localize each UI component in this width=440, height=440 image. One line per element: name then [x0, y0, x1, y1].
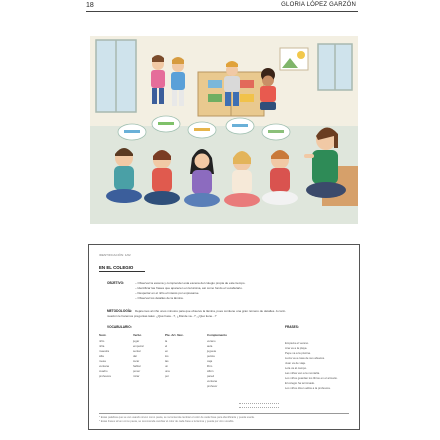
vocab-header: Verbo [133, 333, 142, 337]
identification-label: IDENTIFICACIÓN: 1/02 [99, 253, 131, 257]
vocab-verb: hablar [133, 364, 141, 368]
objective-line: – Observar los detalles de la lámina. [135, 296, 184, 300]
vocab-noun: niño [99, 339, 105, 343]
header-rule [86, 11, 358, 12]
vocab-article: los [165, 354, 169, 358]
vocab-complement: juguete [207, 349, 217, 353]
vocab-noun: ventana [99, 364, 109, 368]
vocab-complement: verano [207, 339, 216, 343]
methodology-line: nuación le haremos preguntas tales: ¿Qué hace...?, ¿Dónde va...?, ¿Qué tiene...? [107, 314, 217, 318]
vocab-complement: pared [207, 374, 215, 378]
phrase-line: Los niños guardan los libros en el armario. [285, 376, 338, 380]
vocab-complement: ventana [207, 379, 217, 383]
exercise-title: EN EL COLEGIO [99, 265, 134, 270]
vocab-verb: tocar [133, 359, 140, 363]
vocab-noun: niña [99, 344, 105, 348]
vocab-header: Pte. Art. Nex. [165, 333, 184, 337]
vocab-verb: dar [133, 354, 138, 358]
objective-line: – Despertar en el niño el interés por expresarse. [135, 291, 200, 295]
phrase-line: Ana va a la playa. [285, 346, 308, 350]
phrase-line: Lucía va a casa de sus abuelos. [285, 356, 325, 360]
phrase-line: Empieza el verano. [285, 341, 309, 345]
vocab-article: en [165, 349, 169, 353]
vocabulary-label: VOCABULARIO: [107, 325, 132, 329]
exercise-sheet [88, 244, 360, 430]
phrase-line: El colegio ha terminado. [285, 381, 316, 385]
vocab-verb: sentar [133, 349, 141, 353]
objective-label: OBJETIVO: [107, 281, 125, 285]
footnote: * Estas frases sirven como pauta, se recomienda cambiar el color de cada frase a la lámina y pueda por otro vocablo. [99, 420, 235, 423]
vocab-noun: maestra [99, 349, 110, 353]
vocab-verb: empezar [133, 344, 144, 348]
methodology-line: Dejaremos al niño unos minutos para que observe la lámina, pues contiene una gran número de detalles. A conti- [135, 309, 286, 313]
phrase-line: Juan va de viaje. [285, 361, 306, 365]
vocab-complement: pelota [207, 354, 215, 358]
vocab-noun: cuadro [99, 369, 108, 373]
vocab-article: las [165, 359, 169, 363]
phrase-line: Las niñas van a la montaña. [285, 371, 320, 375]
objective-line: – Identificar las frases que aparecen en la lámina, así como fondo el vocabulario. [135, 286, 243, 290]
fill-line [239, 407, 279, 408]
objective-line: – Observar la escena y comprender esta escena del colegio propia de este tiempo. [135, 281, 246, 285]
phrase-line: Los niños dicen adiós a la profesora. [285, 386, 331, 390]
vocab-noun: silla [99, 354, 104, 358]
vocab-noun: profesora [99, 374, 111, 378]
vocab-verb: jugar [133, 339, 140, 343]
vocab-complement: libro [207, 364, 213, 368]
vocab-complement: sillón [207, 369, 214, 373]
vocab-article: un [165, 364, 169, 368]
running-author: GLORIA LÓPEZ GARZÓN [281, 2, 356, 8]
page-number: 18 [86, 2, 94, 9]
methodology-label: METODOLOGÍA: [107, 309, 133, 313]
vocab-complement: aula [207, 344, 213, 348]
vocab-header: Complemento [207, 333, 228, 337]
vocab-complement: profesor [207, 384, 218, 388]
classroom-illustration [90, 36, 358, 224]
vocab-header: Sust. [99, 333, 107, 337]
vocab-article: por [165, 374, 170, 378]
phrase-line: Lola va al campo. [285, 366, 307, 370]
vocab-article: una [165, 369, 170, 373]
vocab-article: el [165, 344, 168, 348]
vocab-complement: caja [207, 359, 213, 363]
footnote-rule [99, 413, 349, 414]
vocabulary-table [99, 333, 279, 393]
title-underline [99, 271, 145, 272]
vocab-verb: mirar [133, 374, 140, 378]
fill-line [239, 403, 279, 404]
vocab-verb: poner [133, 369, 141, 373]
phrase-line: Pepe va a la piscina. [285, 351, 311, 355]
vocab-article: la [165, 339, 168, 343]
footnote: * Estas palabras que se van usando sirven como pauta, se recomienda cambiar el color de cada frase para identificarla y pueda usarla. [99, 416, 255, 419]
phrases-label: FRASES: [285, 325, 299, 329]
vocab-noun: mesa [99, 359, 106, 363]
